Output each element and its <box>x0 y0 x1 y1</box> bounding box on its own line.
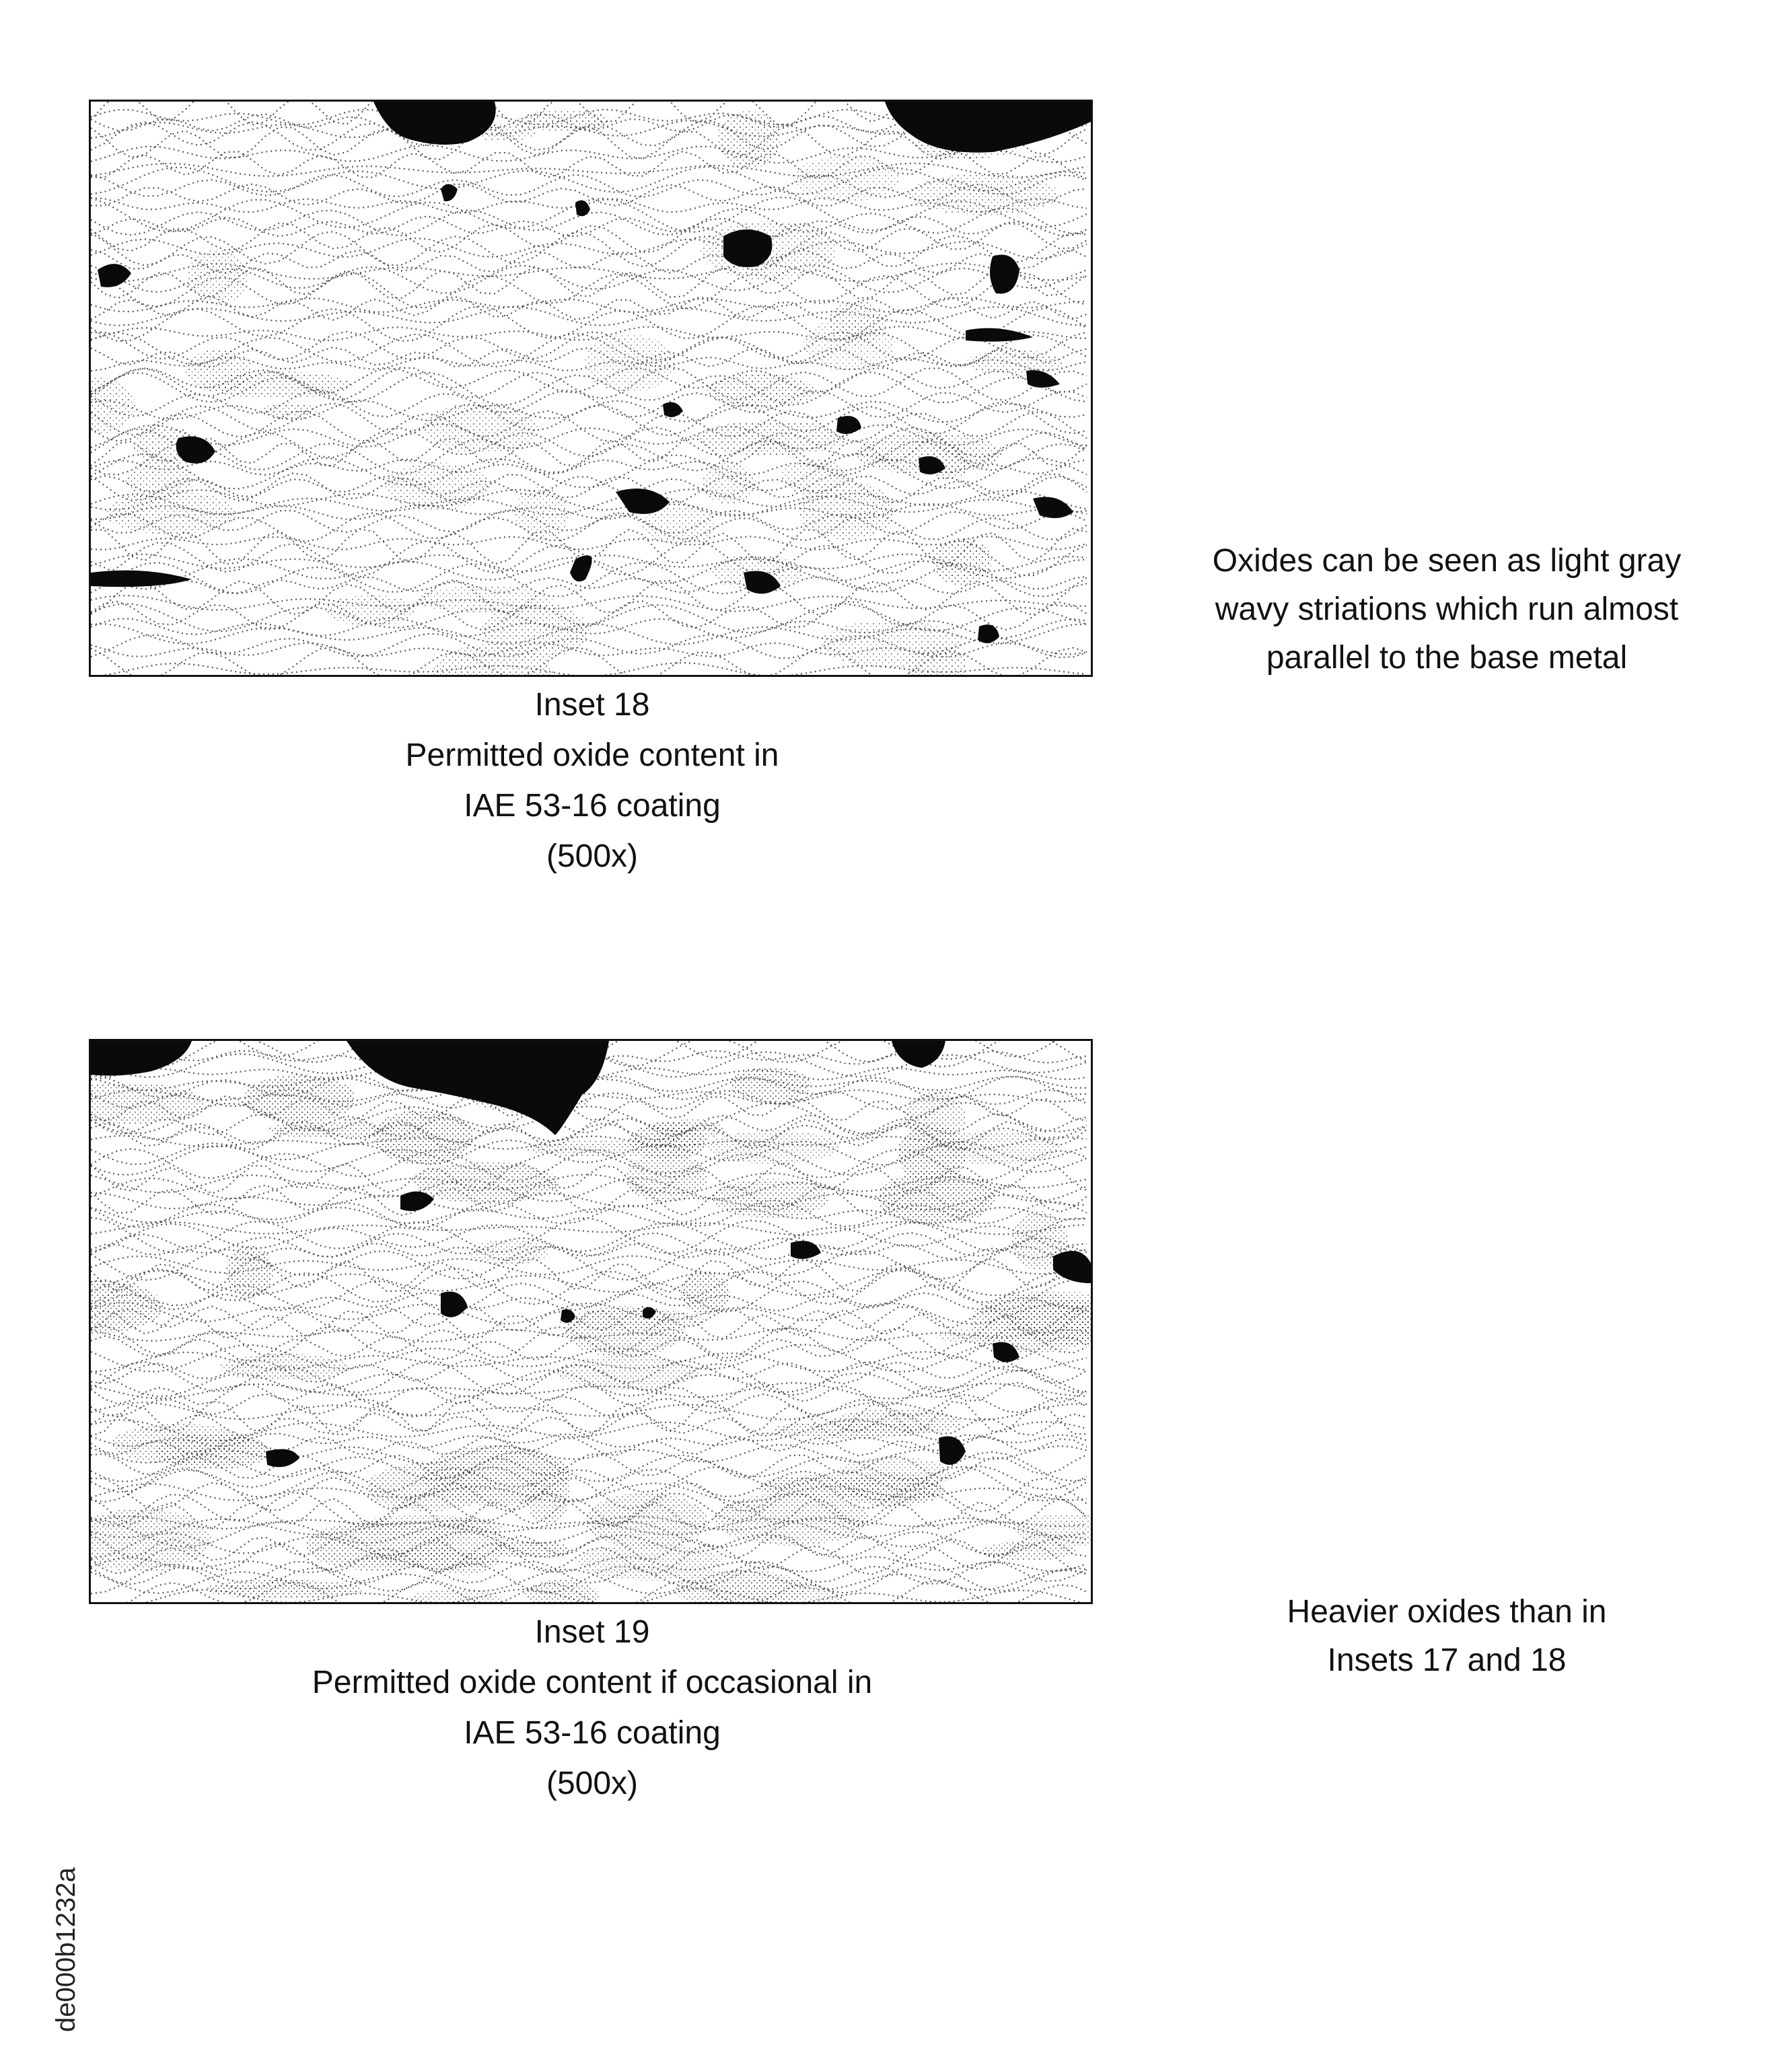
stipple-patch <box>847 1474 938 1503</box>
note-line: parallel to the base metal <box>1266 640 1628 676</box>
stipple-patch <box>91 1280 163 1334</box>
inset-18-micrograph-drawing <box>91 102 1091 675</box>
stipple-patch <box>205 1580 363 1599</box>
oxide-striation <box>91 223 1087 252</box>
inset-19-note <box>1184 1588 1709 1685</box>
stipple-patch <box>771 1421 929 1439</box>
inset-18-note <box>1144 537 1750 682</box>
stipple-patch <box>730 1067 811 1102</box>
oxide-striation <box>91 510 1087 534</box>
stipple-patch <box>584 334 676 392</box>
stipple-patch <box>325 595 417 626</box>
caption-line: Permitted oxide content if occasional in <box>312 1665 873 1700</box>
stipple-patch <box>680 1273 730 1315</box>
stipple-patch <box>1015 1514 1091 1546</box>
stipple-patch <box>515 486 569 540</box>
stipple-patch <box>565 1306 682 1357</box>
oxide-striation <box>91 400 1087 423</box>
stipple-patch <box>91 1509 211 1572</box>
stipple-patch <box>518 110 611 131</box>
oxide-striation <box>91 602 1087 630</box>
stipple-patch <box>267 1121 395 1138</box>
caption-line: IAE 53-16 coating <box>464 1715 721 1751</box>
inset-18-caption <box>256 680 929 881</box>
stipple-patch <box>203 371 352 398</box>
stipple-patch <box>91 1083 205 1124</box>
note-line: Heavier oxides than in <box>1287 1594 1607 1630</box>
inset-19-caption <box>222 1607 962 1809</box>
stipple-patch <box>585 1493 707 1548</box>
stipple-patch <box>427 1517 505 1575</box>
oxide-striation <box>91 305 1087 341</box>
stipple-patch <box>793 156 899 202</box>
stipple-patch <box>908 174 1059 215</box>
stipple-patch <box>385 462 490 511</box>
oxide-striation <box>91 164 1087 178</box>
stipple-patch <box>244 1075 355 1123</box>
caption-line: Inset 19 <box>534 1614 650 1650</box>
oxide-striation <box>91 307 1087 326</box>
stipple-patch <box>125 462 194 500</box>
oxide-striation <box>91 297 1087 320</box>
oxide-striation <box>91 476 1087 497</box>
stipple-patch <box>367 1463 492 1511</box>
stipple-patch <box>557 1356 698 1389</box>
stipple-patch <box>707 373 814 408</box>
stipple-patch <box>373 1110 474 1165</box>
oxide-striation <box>91 402 1087 436</box>
stipple-patch <box>525 1580 599 1602</box>
caption-line: (500x) <box>546 1766 639 1801</box>
stipple-areas <box>91 1041 1091 1602</box>
stipple-patch <box>713 1179 828 1218</box>
stipple-patch <box>414 1162 559 1204</box>
stipple-patch <box>423 402 538 454</box>
stipple-patch <box>717 111 780 169</box>
stipple-patch <box>262 402 316 420</box>
stipple-patch <box>708 1130 840 1164</box>
note-line: wavy striations which run almost <box>1215 591 1679 627</box>
stipple-patch <box>111 1424 250 1464</box>
caption-line: Permitted oxide content in <box>405 737 779 773</box>
inset-19-micrograph-drawing <box>91 1041 1091 1602</box>
oxide-striation <box>91 1223 1087 1252</box>
stipple-patch <box>966 350 1062 375</box>
note-line: Oxides can be seen as light gray <box>1212 543 1682 579</box>
inset-19-micrograph <box>89 1039 1093 1604</box>
stipple-patch <box>820 620 964 667</box>
stipple-patch <box>803 318 895 371</box>
note-line: Insets 17 and 18 <box>1327 1642 1567 1678</box>
stipple-patch <box>798 482 895 540</box>
stipple-patch <box>696 421 846 456</box>
stipple-patch <box>220 1354 348 1381</box>
stipple-patch <box>91 376 135 435</box>
stipple-patch <box>980 1542 1076 1560</box>
stipple-patch <box>713 1493 869 1546</box>
stipple-patch <box>877 1171 995 1225</box>
stipple-patch <box>481 602 589 659</box>
caption-line: (500x) <box>546 838 639 874</box>
stipple-patch <box>226 1245 273 1298</box>
stipple-patch <box>933 538 992 585</box>
oxide-striation <box>91 238 1087 259</box>
oxide-striation <box>91 489 1087 510</box>
caption-line: IAE 53-16 coating <box>464 788 721 824</box>
inset-18-micrograph <box>89 100 1093 677</box>
stipple-patch <box>653 1120 697 1157</box>
oxide-striation <box>91 595 1087 611</box>
document-id: de000b1232a <box>51 1867 81 2032</box>
stipple-patch <box>187 250 248 305</box>
stipple-patch <box>470 1239 548 1265</box>
oxide-striation <box>91 208 1087 236</box>
stipple-patch <box>702 462 756 505</box>
caption-line: Inset 18 <box>534 687 650 723</box>
oxide-striation <box>91 298 1087 312</box>
stipple-patch <box>526 1466 570 1524</box>
